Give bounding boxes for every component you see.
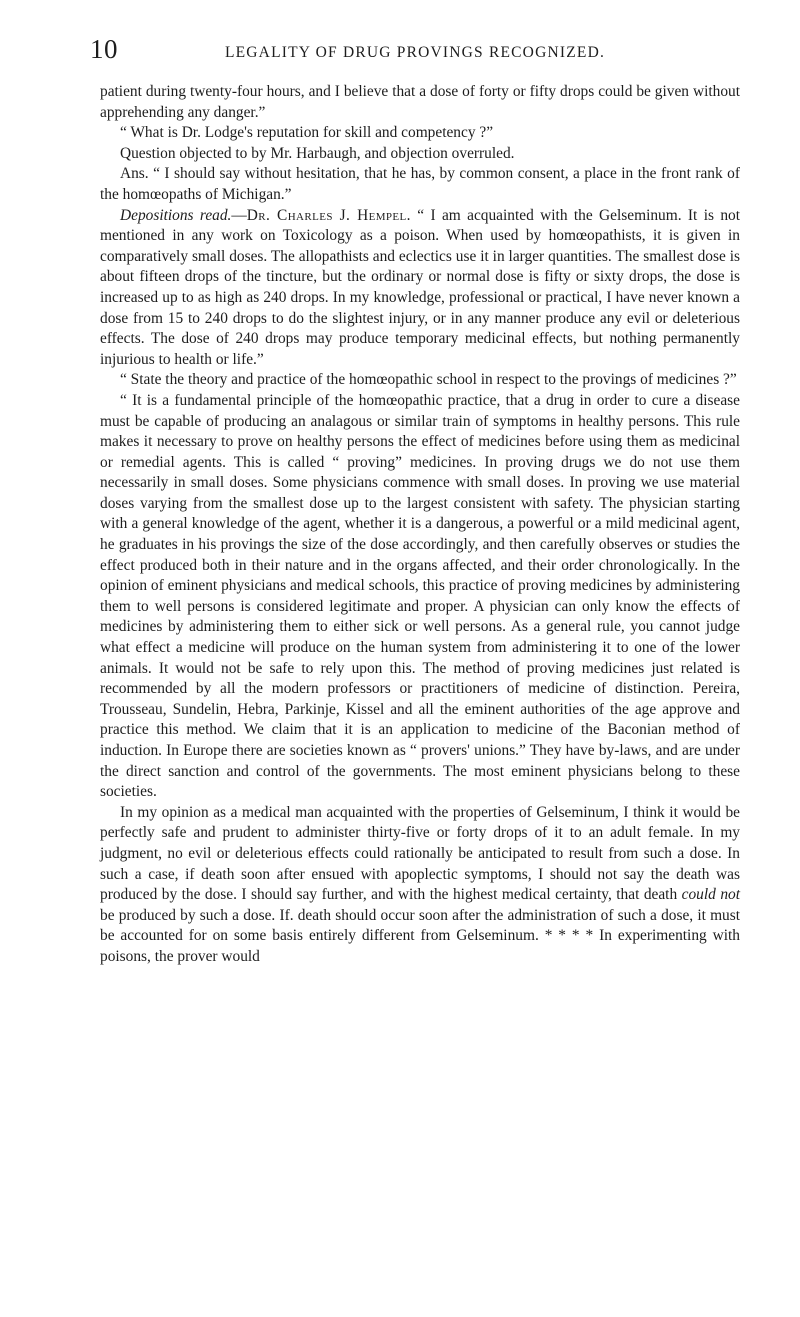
paragraph-text: “ I am acquainted with the Gelseminum. It is not mentioned in any work on Toxicology as a poison. When used by homœopathists, it is given in comparatively small doses. The allopathists and eclectics use it in larger quantities. The smallest dose is about fifteen drops of the tincture, but the ordinary or normal dose is fifty or sixty drops, the dose is increased up to as high as 240 drops. In my knowledge, professional or practical, I have never known a dose from 15 to 240 drops to do the slightest injury, or in any manner produce any evil or deleterious effects. The dose of 240 drops may produce temporary medicinal effects, but nothing permanently injurious to health or life.” (100, 206, 740, 368)
paragraph: Ans. “ I should say without hesitation, that he has, by common consent, a place in the front rank of the homœopaths of Michigan.” (100, 165, 740, 203)
paragraph-text: be produced by such a dose. If. death should occur soon after the administration of such a dose, it must be accounted for on some basis entirely different from Gelseminum. * * * * In experimenting with poisons, the prover would (100, 906, 740, 965)
lead-separator: — (231, 206, 247, 224)
running-head: LEGALITY OF DRUG PROVINGS RECOGNIZED. (224, 44, 606, 61)
paragraph: patient during twenty-four hours, and I believe that a dose of forty or fifty drops could be given without apprehending any danger.” (100, 83, 740, 121)
paragraph: “ What is Dr. Lodge's reputation for skill and competency ?” (120, 124, 494, 142)
paragraph-deposition (100, 206, 740, 371)
page-body (100, 82, 740, 968)
paragraph-text: In my opinion as a medical man acquainted with the properties of Gelseminum, I think it would be perfectly safe and prudent to administer thirty-five or forty drops of it to an adult female. In my judgment, no evil or deleterious effects could rationally be anticipated to result from such a dose. In such a case, if death soon after ensued with apoplectic symptoms, I should not say the death was produced by the dose. I should say further, and with the highest medical certainty, that death (100, 803, 740, 904)
paragraph: “ State the theory and practice of the homœopathic school in respect to the provings of medicines ?” (120, 371, 737, 389)
section-lead: Depositions read. (120, 206, 232, 224)
paragraph-opinion (100, 803, 740, 968)
paragraph: Question objected to by Mr. Harbaugh, and objection overruled. (120, 144, 515, 162)
speaker-name: Dr. Charles J. Hempel. (246, 206, 411, 224)
page-header (60, 20, 740, 64)
emphasis: could not (681, 886, 740, 904)
paragraph: “ It is a fundamental principle of the homœopathic practice, that a drug in order to cure a disease must be capable of producing an analagous or similar train of symptoms in healthy persons. This rule makes it necessary to prove on healthy persons the effect of medicines before using them as medicinal or remedial agents. This is called “ proving” medicines. In proving drugs we do not use them necessarily in small doses. Some physicians commence with small doses. In proving we use material doses varying from the smallest dose up to the largest consistent with safety. The physician starting with a general knowledge of the agent, whether it is a dangerous, a powerful or a mild medicinal agent, he graduates in his provings the size of the dose accordingly, and then carefully observes or studies the effect produced both in their nature and in the organs affected, and their order chronologically. In the opinion of eminent physicians and medical schools, this practice of proving medicines by administering them to well persons is considered legitimate and proper. A physician can only know the effects of medicines by administering them to either sick or well persons. As a general rule, you cannot judge what effect a medicine will produce on the human system from administering it to one of the lower animals. It would not be safe to rely upon this. The method of proving medicines just related is recommended by all the modern professors or practitioners of medicine of distinction. Pereira, Trousseau, Sundelin, Hebra, Parkinje, Kissel and all the eminent authorities of the age approve and practice this method. We claim that it is an application to medicine of the Baconian method of induction. In Europe there are societies known as “ provers' unions.” They have by-laws, and are under the direct sanction and control of the governments. The most eminent physicians belong to these societies. (100, 391, 740, 801)
page-number: 10 (90, 34, 118, 64)
